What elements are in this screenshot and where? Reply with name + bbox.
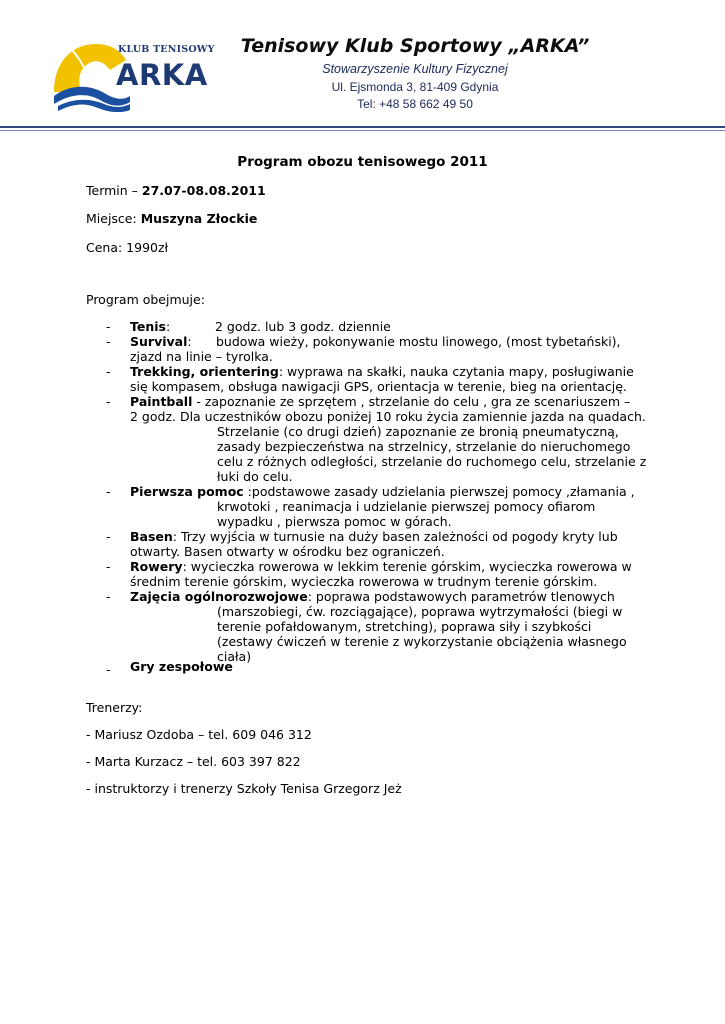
doc-title: Program obozu tenisowego 2011	[237, 154, 488, 170]
item-text: łuki do celu.	[217, 469, 293, 484]
item-name: Zajęcia ogólnorozwojowe	[130, 589, 308, 604]
item-name: Basen	[130, 529, 173, 544]
item-text: :podstawowe zasady udzielania pierwszej pomocy ,złamania ,	[243, 484, 635, 499]
logo-club-text: KLUB TENISOWY	[118, 44, 215, 55]
item-text: otwarty. Basen otwarty w ośrodku bez ograniczeń.	[130, 544, 445, 559]
program-item-survival	[130, 334, 192, 349]
item-text: Strzelanie (co drugi dzień) zapoznanie ze bronią pneumatyczną,	[217, 424, 619, 439]
termin-value: 27.07-08.08.2011	[141, 183, 266, 198]
club-phone: Tel: +48 58 662 49 50	[357, 97, 473, 111]
item-text: krwotoki , reanimacja i udzielanie pierwszej pomocy ofiarom	[217, 499, 596, 514]
item-text: (zestawy ćwiczeń w terenie z wykorzystanie obciążenia własnego	[217, 634, 627, 649]
program-item-trekking	[130, 364, 634, 379]
item-text: ciała)	[217, 649, 252, 664]
item-name: Survival	[130, 334, 188, 349]
bullet-marker: -	[106, 394, 111, 409]
club-subtitle: Stowarzyszenie Kultury Fizycznej	[322, 62, 508, 76]
trener-2: - Marta Kurzacz – tel. 603 397 822	[86, 754, 301, 769]
trener-1: - Mariusz Ozdoba – tel. 609 046 312	[86, 727, 312, 742]
program-item-first-aid	[130, 484, 635, 499]
trener-3: - instruktorzy i trenerzy Szkoły Tenisa Grzegorz Jeż	[86, 781, 402, 796]
item-text: - zapoznanie ze sprzętem , strzelanie do celu , gra ze scenariuszem –	[192, 394, 631, 409]
miejsce-line	[86, 211, 257, 226]
cena-line: Cena: 1990zł	[86, 240, 169, 255]
bullet-marker: -	[106, 662, 111, 677]
item-name: Pierwsza pomoc	[130, 484, 244, 499]
miejsce-value: Muszyna Złockie	[140, 211, 258, 226]
trenerzy-label: Trenerzy:	[86, 700, 143, 715]
bullet-marker: -	[106, 364, 111, 379]
item-text: się kompasem, obsługa nawigacji GPS, orientacja w terenie, bieg na orientację.	[130, 379, 627, 394]
item-text: wypadku , pierwsza pomoc w górach.	[217, 514, 452, 529]
program-item-gry: Gry zespołowe	[130, 659, 233, 674]
program-item-rowery	[130, 559, 632, 574]
header-rule	[0, 126, 725, 128]
termin-line	[86, 183, 266, 198]
item-text: : Trzy wyjścia w turnusie na duży basen zależności od pogody kryty lub	[172, 529, 618, 544]
bullet-marker: -	[106, 484, 111, 499]
termin-label: Termin –	[86, 183, 142, 198]
item-text: celu z różnych odległości, strzelanie do ruchomego celu, strzelanie z	[217, 454, 647, 469]
bullet-marker: -	[106, 319, 111, 334]
program-item-tenis	[130, 319, 170, 334]
item-text: : wycieczka rowerowa w lekkim terenie górskim, wycieczka rowerowa w	[182, 559, 632, 574]
program-label: Program obejmuje:	[86, 292, 205, 307]
club-address: Ul. Ejsmonda 3, 81-409 Gdynia	[331, 80, 499, 94]
item-sep: :	[187, 334, 192, 349]
program-item-paintball	[130, 394, 630, 409]
bullet-marker: -	[106, 559, 111, 574]
bullet-marker: -	[106, 529, 111, 544]
item-text: średnim terenie górskim, wycieczka rowerowa w trudnym terenie górskim.	[130, 574, 598, 589]
program-item-basen	[130, 529, 618, 544]
item-name: Paintball	[130, 394, 193, 409]
item-text: 2 godz. lub 3 godz. dziennie	[215, 319, 391, 334]
miejsce-label: Miejsce:	[86, 211, 141, 226]
item-text: : wyprawa na skałki, nauka czytania mapy, posługiwanie	[278, 364, 634, 379]
item-text: terenie pofałdowanym, stretching), poprawa siły i szybkości	[217, 619, 592, 634]
program-item-zajecia	[130, 589, 615, 604]
item-text: zjazd na linie – tyrolka.	[130, 349, 273, 364]
item-text: zasady bezpieczeństwa na strzelnicy, strzelanie do nieruchomego	[217, 439, 631, 454]
bullet-marker: -	[106, 589, 111, 604]
logo-name-text: ARKA	[116, 58, 208, 92]
item-text: budowa wieży, pokonywanie mostu linowego, (most tybetański),	[216, 334, 621, 349]
bullet-marker: -	[106, 334, 111, 349]
item-sep: :	[165, 319, 171, 334]
item-name: Rowery	[130, 559, 183, 574]
item-text: (marszobiegi, ćw. rozciągające), poprawa wytrzymałości (biegi w	[217, 604, 623, 619]
item-text: : poprawa podstawowych parametrów tlenowych	[307, 589, 615, 604]
header-rule-thin	[0, 130, 725, 131]
item-text: 2 godz. Dla uczestników obozu poniżej 10 roku życia zamiennie jazda na quadach.	[130, 409, 646, 424]
item-name: Trekking, orientering	[130, 364, 279, 379]
item-name: Tenis	[130, 319, 166, 334]
club-title: Tenisowy Klub Sportowy „ARKA”	[240, 35, 590, 57]
